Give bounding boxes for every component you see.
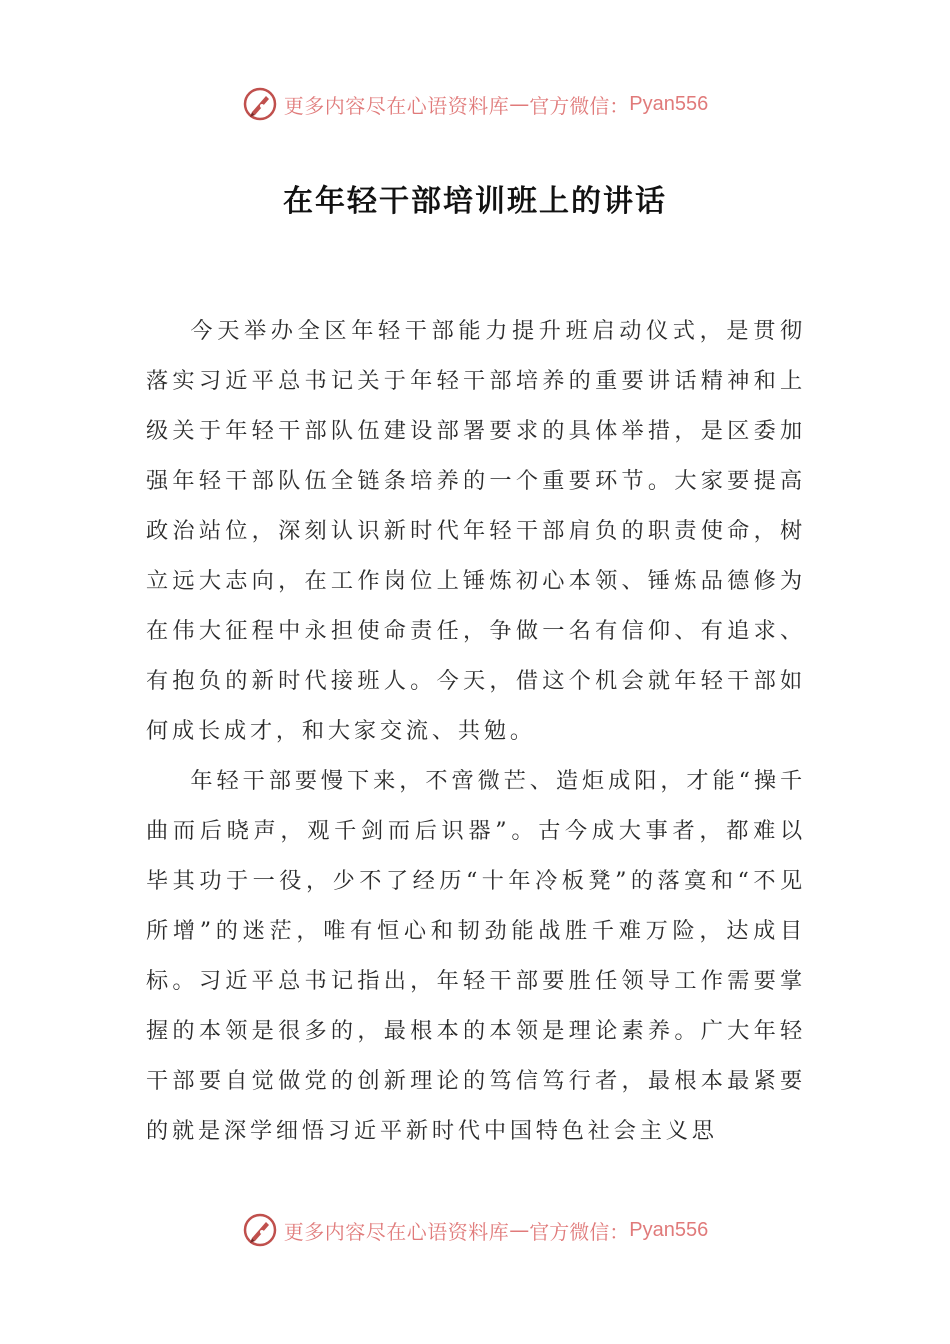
banner-wechat-id: Pyan556 bbox=[629, 92, 709, 115]
paragraph: 年轻干部要慢下来，不啻微芒、造炬成阳，才能“操千曲而后晓声，观千剑而后识器”。古今成大事者，都难以毕其功于一役，少不了经历“十年冷板凳”的落寞和“不见所增”的迷茫，唯有恒心和韧劲能战胜千难万险，达成目标。习近平总书记指出，年轻干部要胜任领导工作需要掌握的本领是很多的，最根本的本领是理论素养。广大年轻干部要自觉做党的创新理论的笃信笃行者，最根本最紧要的就是深学细悟习近平新时代中国特色社会主义思 bbox=[146, 768, 806, 1144]
banner-separator: — bbox=[509, 92, 530, 116]
banner-promo-text: 更多内容尽在心语资料库 bbox=[283, 93, 510, 118]
header-banner bbox=[0, 84, 950, 124]
document-title: 在年轻干部培训班上的讲话 bbox=[283, 184, 667, 219]
document-body bbox=[146, 306, 806, 1156]
banner-separator: — bbox=[509, 1218, 530, 1242]
paragraph: 今天举办全区年轻干部能力提升班启动仪式，是贯彻落实习近平总书记关于年轻干部培养的重要讲话精神和上级关于年轻干部队伍建设部署要求的具体举措，是区委加强年轻干部队伍全链条培养的一个重要环节。大家要提高政治站位，深刻认识新时代年轻干部肩负的职责使命，树立远大志向，在工作岗位上锤炼初心本领、锤炼品德修为在伟大征程中永担使命责任，争做一名有信仰、有追求、有抱负的新时代接班人。今天，借这个机会就年轻干部如何成长成才，和大家交流、共勉。 bbox=[146, 318, 806, 744]
banner-wechat-label: 官方微信： bbox=[529, 93, 630, 118]
pen-circle-logo-icon bbox=[242, 1212, 278, 1248]
footer-banner bbox=[0, 1210, 950, 1250]
pen-circle-logo-icon bbox=[242, 86, 278, 122]
banner-wechat-label: 官方微信： bbox=[529, 1219, 630, 1244]
banner-wechat-id: Pyan556 bbox=[629, 1218, 709, 1241]
banner-promo-text: 更多内容尽在心语资料库 bbox=[283, 1219, 510, 1244]
